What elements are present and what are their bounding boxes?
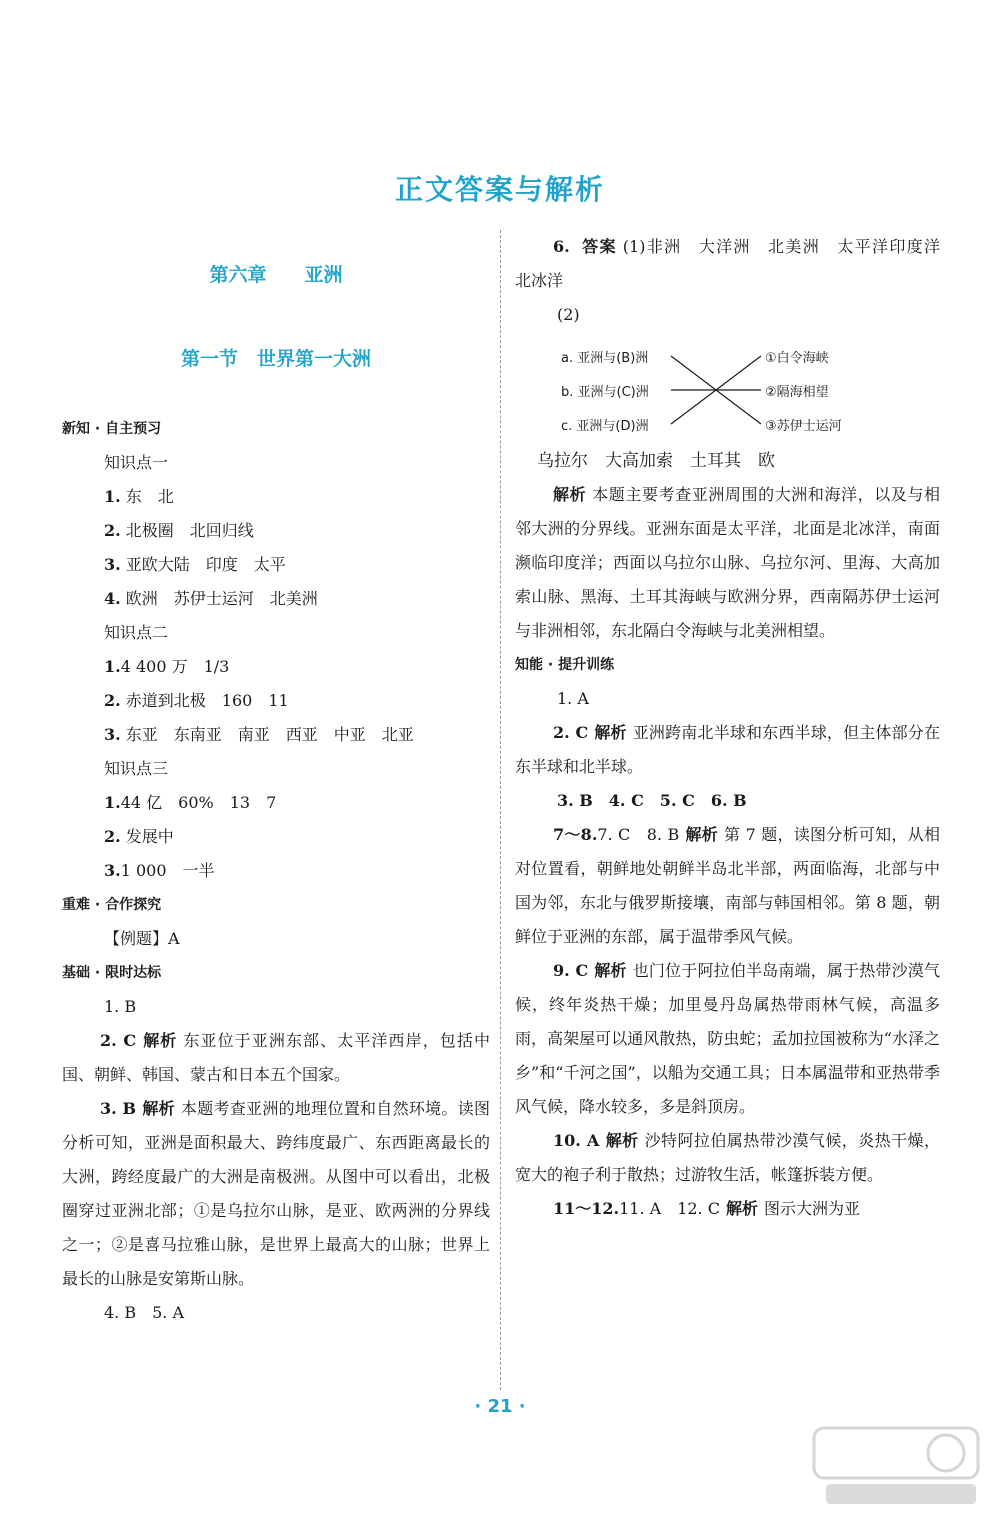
jiexi-label: 解析 [605,1131,639,1150]
answer-label: 答案 [582,237,617,256]
item-number: 1. [104,487,121,506]
explanation-text: 也门位于阿拉伯半岛南端，属于热带沙漠气候，终年炎热干燥；加里曼丹岛属热带雨林气候，高温多雨，高架屋可以通风散热，防虫蛇；孟加拉国被称为“水泽之乡”和“千河之国”，以船为交通工具；日本属温带和亚热带季风气候，降水较多，多是斜顶房。 [515,961,940,1116]
kp3-item [62,786,490,820]
kp1-item [62,548,490,582]
explanation-text: 沙特阿拉伯属热带沙漠气候，炎热干燥，宽大的袍子利于散热；过游牧生活，帐篷拆装方便。 [515,1131,940,1184]
kp3-item [62,820,490,854]
right-column [515,230,956,1226]
diagram-right-1: ①白令海峡 [765,351,829,366]
explanation-text: 第 7 题，读图分析可知，从相对位置看，朝鲜地处朝鲜半岛北半部，两面临海，北部与中国为邻，东北与俄罗斯接壤，南部与韩国相邻。第 8 题，朝鲜位于亚洲的东部，属于温带季风气候。 [515,825,940,946]
item-text: 亚欧大陆 印度 太平 [125,555,286,574]
item-number: 11～12. [553,1199,620,1218]
item-number: 4. [104,589,121,608]
answer-t7-8 [515,818,940,954]
item-number: 3. [104,861,121,880]
item-text: 4 400 万 1/3 [120,657,230,676]
chapter-heading: 第六章 亚洲 [209,264,343,286]
kp2-item [62,684,490,718]
item-number: 9. C [553,961,589,980]
q6-fill-line: 乌拉尔 大高加索 土耳其 欧 [537,451,775,471]
item-number: 3. [104,725,121,744]
left-column [62,230,490,1330]
answer-t10 [515,1124,940,1192]
explanation-text: 图示大洲为亚 [764,1199,861,1218]
item-number: 7～8. [553,825,598,844]
item-text: 欧洲 苏伊士运河 北美洲 [125,589,318,608]
answer-b45: 4. B 5. A [104,1303,185,1322]
answer-t3-6: 3. B 4. C 5. C 6. B [557,791,747,810]
watermark-logo [806,1422,986,1512]
answer-b3 [62,1092,490,1296]
diagram-left-b: b. 亚洲与(C)洲 [561,385,649,400]
example-answer: 【例题】A [104,929,180,948]
kp3-item [62,854,490,888]
answer-b1: 1. B [104,997,137,1016]
item-number: 2. [104,691,121,710]
kp2-item [62,718,490,752]
diagram-right-2: ②隔海相望 [765,385,829,400]
item-number: 2. [104,827,121,846]
item-text: 东亚 东南亚 南亚 西亚 中亚 北亚 [125,725,414,744]
item-number: 2. [104,521,121,540]
zhongnan-heading: 重难 · 合作探究 [62,897,162,913]
q6-explanation [515,478,940,648]
item-number: 1. [104,793,121,812]
answer-t11-12 [515,1192,940,1226]
item-text: 44 亿 60% 13 7 [120,793,277,812]
diagram-left-a: a. 亚洲与(B)洲 [561,351,649,366]
watermark-icon [806,1422,986,1512]
explanation-text: 东亚位于亚洲东部、太平洋西岸，包括中国、朝鲜、韩国、蒙古和日本五个国家。 [62,1031,490,1084]
item-text: 北极圈 北回归线 [125,521,254,540]
jiexi-label: 解析 [142,1099,175,1118]
item-number: 2. C [553,723,589,742]
jiexi-label: 解析 [142,1031,178,1050]
item-text: 赤道到北极 160 11 [125,691,289,710]
answer-q6 [515,230,956,298]
answer-t1: 1. A [557,689,589,708]
diagram-right-3: ③苏伊士运河 [765,419,842,434]
section-heading: 第一节 世界第一大洲 [180,348,371,370]
item-text: 东 北 [125,487,174,506]
explanation-text: 本题主要考查亚洲周围的大洲和海洋，以及与相邻大洲的分界线。亚洲东面是太平洋，北面是北冰洋，南面濒临印度洋；西面以乌拉尔山脉、乌拉尔河、里海、大高加索山脉、黑海、土耳其海峡与欧洲分界，西南隔苏伊士运河与非洲相邻，东北隔白令海峡与北美洲相望。 [515,485,940,640]
kp2-item [62,650,490,684]
answer-text: 11. A 12. C [619,1199,720,1218]
item-number: 3. B [100,1099,137,1118]
zhineng-heading: 知能 · 提升训练 [515,657,615,673]
answer-text: (1)非洲 大洋洲 北美洲 太平洋印度洋 北冰洋 [515,237,956,290]
page-number: · 21 · [474,1396,526,1417]
page-title: 正文答案与解析 [394,173,605,206]
kp1-item [62,514,490,548]
answer-text: 7. C 8. B [597,825,680,844]
item-number: 2. C [100,1031,137,1050]
item-number: 10. A [553,1131,600,1150]
jiexi-label: 解析 [594,723,627,742]
explanation-text: 本题考查亚洲的地理位置和自然环境。读图分析可知，亚洲是面积最大、跨纬度最广、东西距离最长的大洲，跨经度最广的大洲是南极洲。从图中可以看出，北极圈穿过亚洲北部；①是乌拉尔山脉，是亚、欧两洲的分界线之一；②是喜马拉雅山脉，是世界上最高大的山脉；世界上最长的山脉是安第斯山脉。 [62,1099,490,1288]
explanation-text: 亚洲跨南北半球和东西半球，但主体部分在东半球和北半球。 [515,723,940,776]
item-number: 1. [104,657,121,676]
answer-b2 [62,1024,490,1092]
jiexi-label: 解析 [594,961,627,980]
kp1-item [62,582,490,616]
jiexi-label: 解析 [725,1199,758,1218]
item-text: 发展中 [125,827,174,846]
xinzhi-heading: 新知 · 自主预习 [62,421,162,437]
jiexi-label: 解析 [685,825,719,844]
item-number: 6. [553,237,570,256]
diagram-left-c: c. 亚洲与(D)洲 [561,419,649,434]
answer-t9 [515,954,940,1124]
kp1-item [62,480,490,514]
kp2-heading: 知识点二 [104,623,169,642]
jiexi-label: 解析 [553,485,587,504]
kp1-heading: 知识点一 [104,453,169,472]
item-number: 3. [104,555,121,574]
answer-t2 [515,716,940,784]
item-text: 1 000 一半 [120,861,215,880]
jichu-heading: 基础 · 限时达标 [62,965,162,981]
answer-q6-part2: (2) [557,305,580,324]
column-divider [500,230,501,1390]
kp3-heading: 知识点三 [104,759,169,778]
matching-diagram [551,336,871,444]
